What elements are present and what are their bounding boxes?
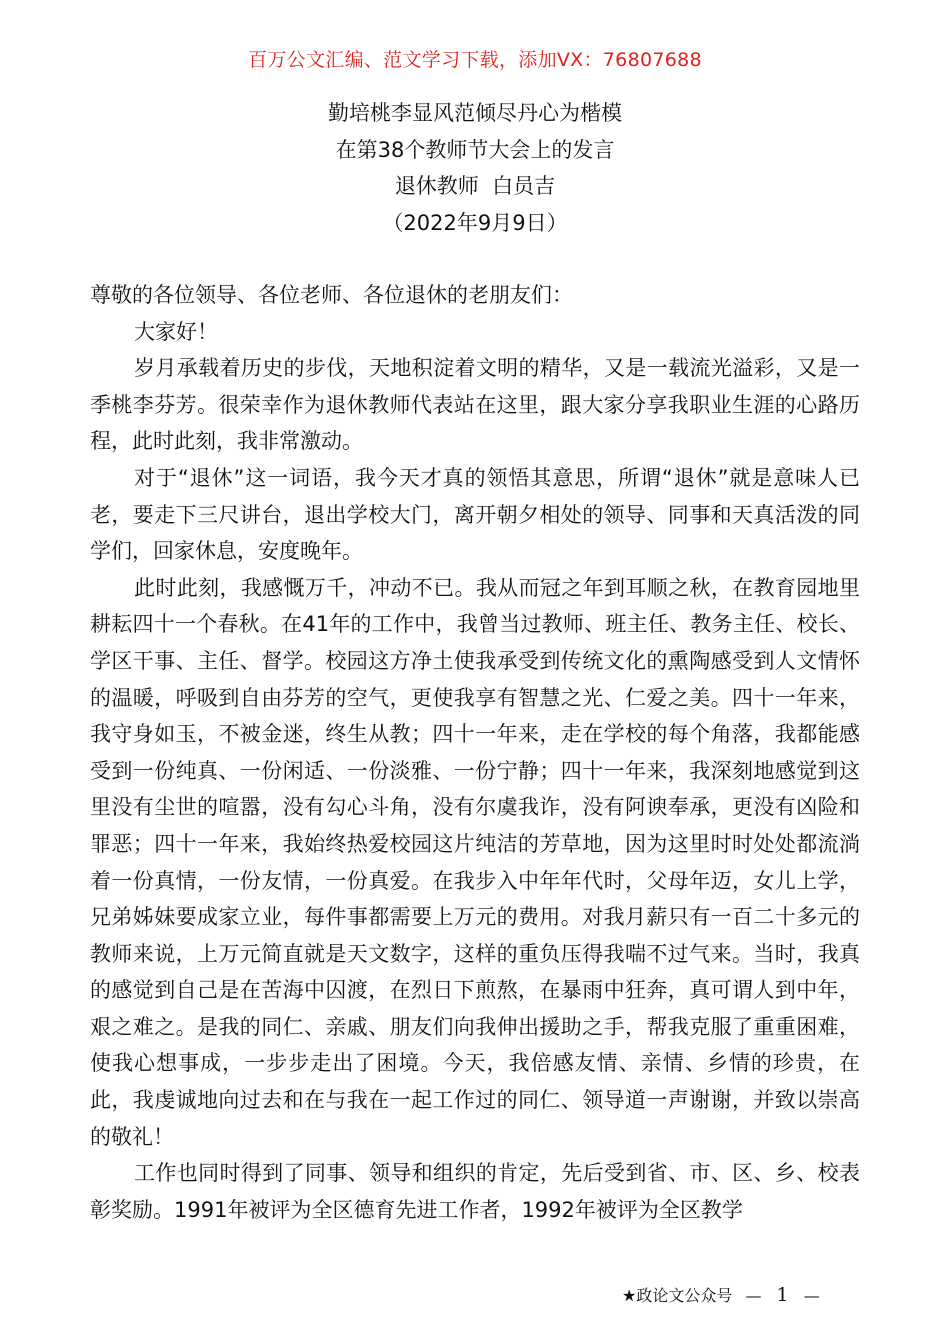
footer-source: ★政论文公众号 [622,1286,733,1305]
paragraph: 工作也同时得到了同事、领导和组织的肯定，先后受到省、市、区、乡、校表彰奖励。1991年被评为全区德育先进工作者，1992年被评为全区教学 [90,1161,860,1222]
footer-dash-left: — [745,1286,762,1305]
paragraph-greeting: 大家好！ [134,319,218,344]
document-subtitle: 在第38个教师节大会上的发言 [335,137,615,162]
page-number: 1 [776,1284,789,1306]
title-block [0,95,950,241]
document-title: 勤培桃李显风范倾尽丹心为楷模 [328,101,622,125]
date-line: （2022年9月9日） [382,210,568,235]
paragraph: 岁月承载着历史的步伐，天地积淀着文明的精华，又是一载流光溢彩，又是一季桃李芬芳。很荣幸作为退休教师代表站在这里，跟大家分享我职业生涯的心路历程，此时此刻，我非常激动。 [90,356,860,454]
footer-dash-right: — [803,1286,820,1305]
salutation: 尊敬的各位领导、各位老师、各位退休的老朋友们： [90,283,573,307]
author-line: 退休教师 白员吉 [394,174,556,198]
speech-body [90,277,860,1228]
paragraph: 此时此刻，我感慨万千，冲动不已。我从而冠之年到耳顺之秋，在教育园地里耕耘四十一个春秋。在41年的工作中，我曾当过教师、班主任、教务主任、校长、学区干事、主任、督学。校园这方净土使我承受到传统文化的熏陶感受到人文情怀的温暖，呼吸到自由芬芳的空气，更使我享有智慧之光、仁爱之美。四十一年来，我守身如玉，不被金迷，终生从教；四十一年来，走在学校的每个角落，我都能感受到一份纯真、一份闲适、一份淡雅、一份宁静；四十一年来，我深刻地感觉到这里没有尘世的喧嚣，没有勾心斗角，没有尔虞我诈，没有阿谀奉承，更没有凶险和罪恶；四十一年来，我始终热爱校园这片纯洁的芳草地，因为这里时时处处都流淌着一份真情，一份友情，一份真爱。在我步入中年年代时，父母年迈，女儿上学，兄弟姊妹要成家立业，每件事都需要上万元的费用。对我月薪只有一百二十多元的教师来说，上万元简直就是天文数字，这样的重负压得我喘不过气来。当时，我真的感觉到自己是在苦海中囚渡，在烈日下煎熬，在暴雨中狂奔，真可谓人到中年，艰之难之。是我的同仁、亲戚、朋友们向我伸出援助之手，帮我克服了重重困难，使我心想事成，一步步走出了困境。今天，我倍感友情、亲情、乡情的珍贵，在此，我虔诚地向过去和在与我在一起工作过的同仁、领导道一声谢谢，并致以崇高的敬礼！ [90,575,860,1149]
page-footer [622,1282,862,1309]
download-banner: 百万公文汇编、范文学习下载，添加VX：76807688 [248,49,702,71]
paragraph: 对于“退休”这一词语，我今天才真的领悟其意思，所谓“退休”就是意味人已老，要走下三尺讲台，退出学校大门，离开朝夕相处的领导、同事和天真活泼的同学们，回家休息，安度晚年。 [90,465,860,564]
